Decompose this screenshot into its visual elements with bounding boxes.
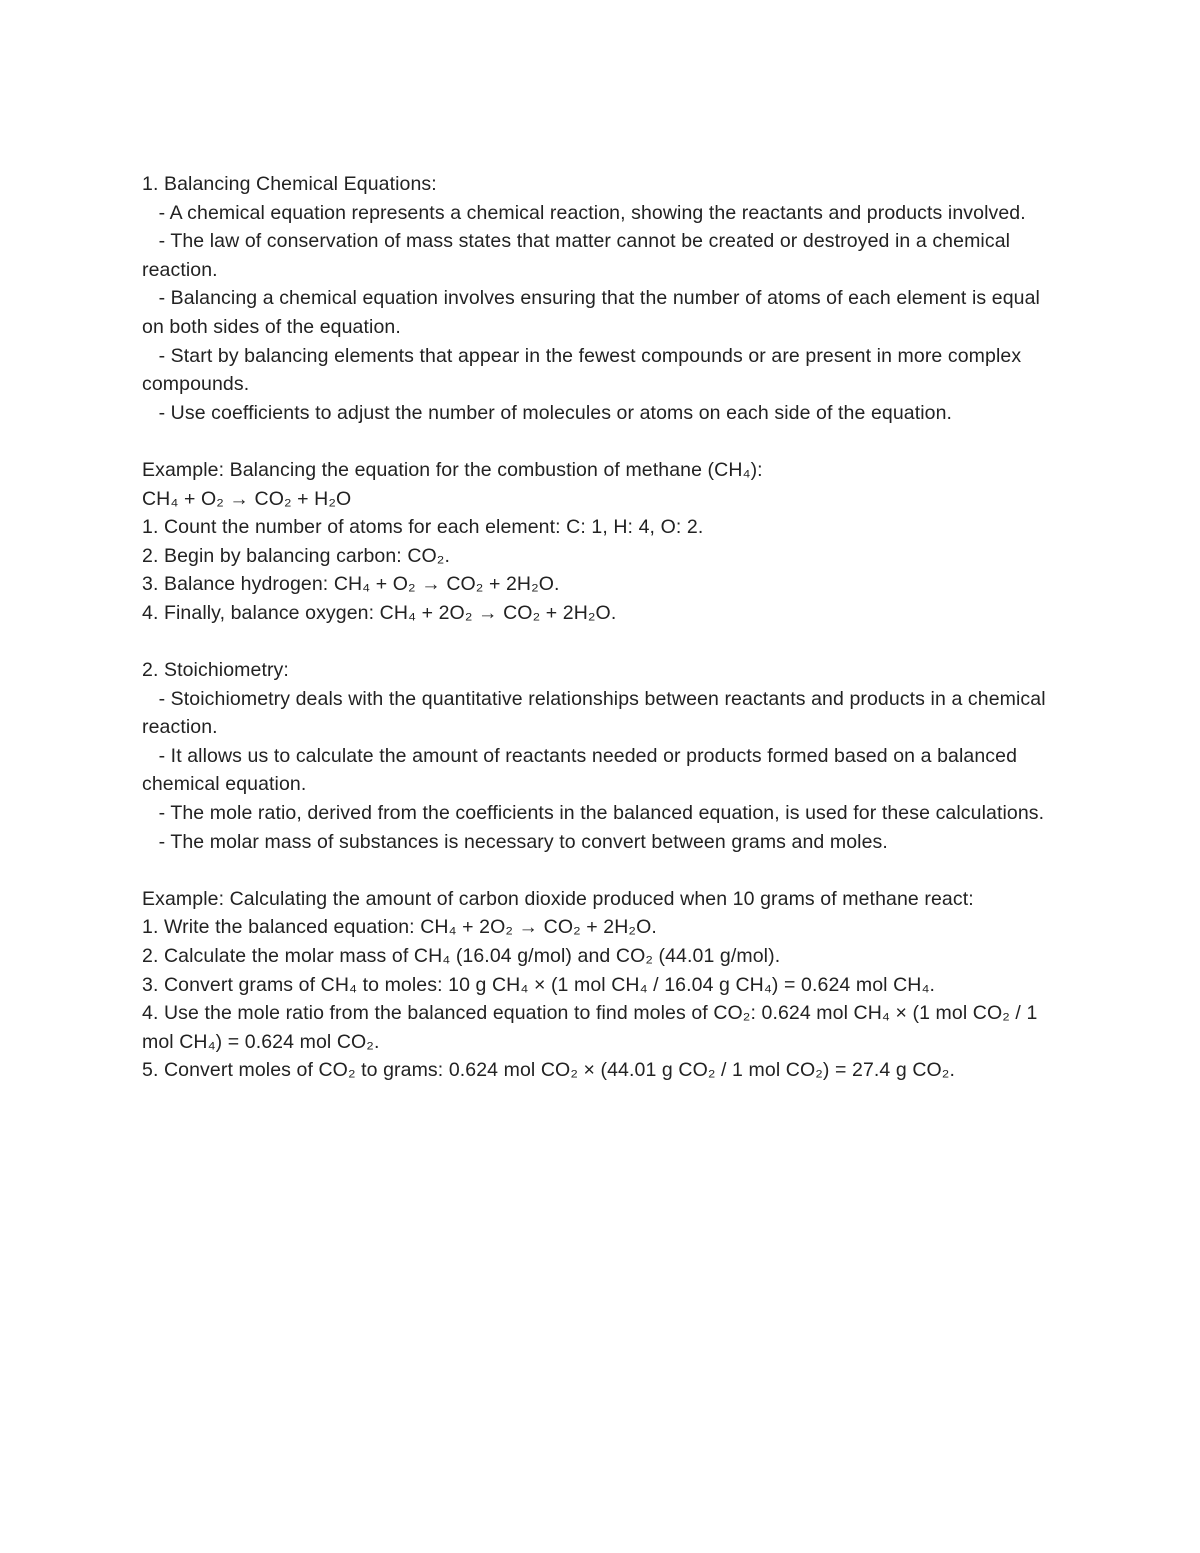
spacer bbox=[142, 628, 1062, 657]
example2-step: 3. Convert grams of CH₄ to moles: 10 g CH₄ × (1 mol CH₄ / 16.04 g CH₄) = 0.624 mol CH₄. bbox=[142, 973, 936, 996]
section-heading-stoichiometry: 2. Stoichiometry: bbox=[142, 659, 289, 682]
example1-step: 3. Balance hydrogen: CH₄ + O₂ → CO₂ + 2H₂O. bbox=[142, 573, 560, 596]
example2-step: 4. Use the mole ratio from the balanced equation to find moles of CO₂: 0.624 mol CH₄ × (1 mol CO₂ / 1 mol CH₄) = 0.624 mol CO₂. bbox=[142, 1002, 1043, 1053]
example1-step: 2. Begin by balancing carbon: CO₂. bbox=[142, 544, 450, 567]
spacer bbox=[142, 427, 1062, 456]
section1-bullet: - The law of conservation of mass states that matter cannot be created or destroyed in a chemical reaction. bbox=[142, 230, 1016, 281]
example2-intro: Example: Calculating the amount of carbon dioxide produced when 10 grams of methane react: bbox=[142, 887, 974, 910]
section1-bullet: - Start by balancing elements that appear in the fewest compounds or are present in more complex compounds. bbox=[142, 344, 1027, 396]
document-body bbox=[142, 170, 1062, 1085]
example2-step: 2. Calculate the molar mass of CH₄ (16.04 g/mol) and CO₂ (44.01 g/mol). bbox=[142, 945, 781, 968]
section-heading-balancing: 1. Balancing Chemical Equations: bbox=[142, 173, 437, 195]
section1-bullet: - Use coefficients to adjust the number of molecules or atoms on each side of the equation. bbox=[142, 401, 953, 424]
section2-bullet: - The molar mass of substances is necessary to convert between grams and moles. bbox=[142, 830, 888, 853]
section1-bullet: - Balancing a chemical equation involves ensuring that the number of atoms of each element is equal on both sides of the equation. bbox=[142, 287, 1046, 338]
section1-bullet: - A chemical equation represents a chemical reaction, showing the reactants and products involved. bbox=[142, 201, 1026, 224]
section2-bullet: - Stoichiometry deals with the quantitative relationships between reactants and products in a chemical reaction. bbox=[142, 687, 1052, 739]
example2-step: 5. Convert moles of CO₂ to grams: 0.624 mol CO₂ × (44.01 g CO₂ / 1 mol CO₂) = 27.4 g CO₂. bbox=[142, 1059, 955, 1082]
example1-equation: CH₄ + O₂ → CO₂ + H₂O bbox=[142, 487, 352, 510]
section2-bullet: - The mole ratio, derived from the coefficients in the balanced equation, is used for these calculations. bbox=[142, 802, 1045, 825]
example1-step: 4. Finally, balance oxygen: CH₄ + 2O₂ → CO₂ + 2H₂O. bbox=[142, 601, 617, 624]
example2-step: 1. Write the balanced equation: CH₄ + 2O₂ → CO₂ + 2H₂O. bbox=[142, 916, 657, 939]
section2-bullet: - It allows us to calculate the amount of reactants needed or products formed based on a balanced chemical equation. bbox=[142, 744, 1023, 796]
example1-step: 1. Count the number of atoms for each element: C: 1, H: 4, O: 2. bbox=[142, 516, 704, 539]
spacer bbox=[142, 856, 1062, 885]
example1-intro: Example: Balancing the equation for the combustion of methane (CH₄): bbox=[142, 458, 763, 481]
